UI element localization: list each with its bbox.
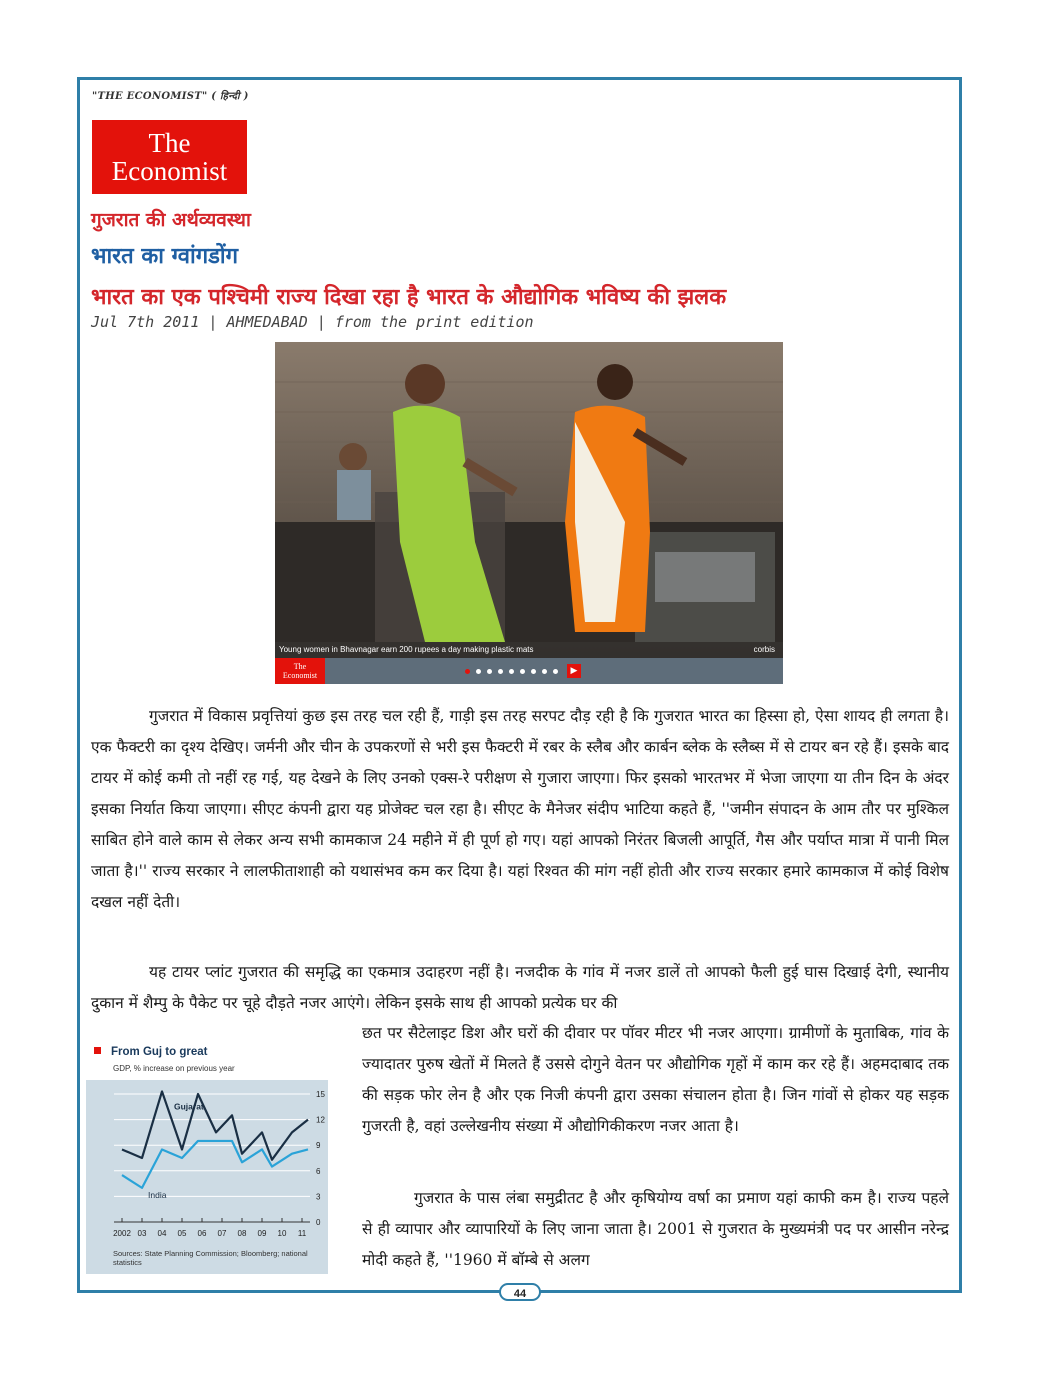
chart-x-tick-label: 2002: [113, 1229, 131, 1238]
factory-photo-illustration: [275, 342, 783, 684]
dateline: Jul 7th 2011 | AHMEDABAD | from the print edition: [91, 313, 534, 331]
chart-title: From Guj to great: [94, 1046, 207, 1058]
play-icon[interactable]: ▶: [567, 664, 581, 678]
mini-economist-logo: [275, 658, 325, 684]
chart-y-tick-label: 15: [316, 1090, 325, 1099]
mini-logo-line-1: The: [293, 662, 307, 671]
photo-caption: Young women in Bhavnagar earn 200 rupees a day making plastic mats: [279, 645, 534, 654]
chart-plot-area: [86, 1080, 328, 1274]
chart-y-tick-label: 3: [316, 1192, 321, 1202]
chart-source: Sources: State Planning Commission; Bloomberg; national statistics: [113, 1249, 308, 1267]
chart-y-tick-label: 0: [316, 1218, 321, 1227]
slideshow-dots: [465, 664, 581, 678]
chart-y-tick-label: 6: [316, 1166, 321, 1176]
article-photo: [275, 342, 783, 684]
mini-logo-line-2: Economist: [282, 671, 318, 680]
photo-credit: corbis: [753, 645, 775, 654]
chart-y-tick-label: 12: [316, 1115, 325, 1125]
chart-x-tick-label: 11: [297, 1229, 307, 1238]
section-kicker: गुजरात की अर्थव्यवस्था: [91, 209, 251, 231]
gdp-chart: [86, 1044, 328, 1274]
chart-y-tick-label: 9: [316, 1141, 321, 1151]
chart-x-tick-label: 10: [277, 1229, 287, 1238]
chart-subtitle: GDP, % increase on previous year: [113, 1064, 235, 1073]
photo-caption-bar: [275, 642, 783, 658]
article-headline: भारत का ग्वांगडोंग: [91, 243, 238, 269]
slide-dot[interactable]: [487, 669, 492, 674]
chart-x-tick-label: 05: [177, 1229, 187, 1238]
paragraph-3: गुजरात के पास लंबा समुद्रीतट है और कृषियोग्य वर्षा का प्रमाण यहां काफी कम है। राज्य पहले से ही व्यापार और व्यापारियों के लिए जाना जाता है। 2001 से गुजरात के मुख्यमंत्री पद पर आसीन नरेन्द्र मोदी कहते हैं, ''1960 में बॉम्बे से अलग: [362, 1189, 949, 1269]
paragraph-2-full-width: यह टायर प्लांट गुजरात की समृद्धि का एकमात्र उदाहरण नहीं है। नजदीक के गांव में नजर डालें तो आपको फैली हुई घास दिखाई देगी, स्थानीय दुकान में शैम्पु के पैकेट पर चूहे दौड़ते नजर आएंगे। लेकिन इसके साथ ही आपको प्रत्येक घर की: [91, 963, 949, 1012]
chart-x-tick-label: 04: [157, 1229, 167, 1238]
chart-series-label-india: India: [148, 1190, 167, 1201]
slide-dot-active[interactable]: [465, 669, 470, 674]
chart-x-tick-label: 08: [237, 1229, 247, 1238]
chart-x-tick-label: 03: [137, 1229, 147, 1238]
chart-x-tick-label: 06: [197, 1229, 207, 1238]
chart-x-tick-label: 07: [217, 1229, 227, 1238]
running-head: "THE ECONOMIST" ( हिन्दी ): [92, 91, 249, 102]
paragraph-1: गुजरात में विकास प्रवृत्तियां कुछ इस तरह चल रही हैं, गाड़ी इस तरह सरपट दौड़ रही है कि गुजरात भारत का हिस्सा हो, ऐसा शायद ही लगता है। एक फैक्टरी का दृश्य देखिए। जर्मनी और चीन के उपकरणों से भरी इस फैक्टरी में रबर के स्लैब और कार्बन ब्लेक के स्लैब्स में से टायर बन रहे हैं। इसके बाद टायर में कोई कमी तो नहीं रह गई, यह देखने के लिए उनको एक्स-रे परीक्षण से गुजारा जाएगा। फिर इसको भारतभर में भेजा जाएगा या तीन दिन के अंदर इसका निर्यात किया जाएगा। सीएट कंपनी द्वारा यह प्रोजेक्ट चल रहा है। सीएट के मैनेजर संदीप भाटिया कहते हैं, ''जमीन संपादन के आम तौर पर मुश्किल साबित होने वाले काम से लेकर अन्य सभी कामकाज 24 महीने में ही पूर्ण हो गए। यहां आपको निरंतर बिजली आपूर्ति, गैस और पर्याप्त मात्रा में पानी मिल जाता है।'' राज्य सरकार ने लालफीताशाही को यथासंभव कम कर दिया है। यहां रिश्वत की मांग नहीं होती और राज्य सरकार हमारे कामकाज में कोई विशेष दखल नहीं देती।: [91, 707, 949, 911]
logo-line-2: Economist: [111, 156, 228, 186]
slide-dot[interactable]: [553, 669, 558, 674]
article-subhead: भारत का एक पश्चिमी राज्य दिखा रहा है भारत के औद्योगिक भविष्य की झलक: [91, 284, 727, 310]
paragraph-2-column: छत पर सैटेलाइट डिश और घरों की दीवार पर पॉवर मीटर भी नजर आएगा। ग्रामीणों के मुताबिक, गांव के ज्यादातर पुरुष खेतों में मिलते हैं उससे दोगुने वेतन पर औद्योगिक गृहों में काम कर रहे हैं। अहमदाबाद तक की सड़क फोर लेन है और एक निजी कंपनी द्वारा उसका संचालन होता है। जिन गांवों से होकर यह सड़क गुजरती है, वहां उल्लेखनीय संख्या में औद्योगिकीकरण नजर आता है।: [362, 1024, 949, 1135]
slide-dot[interactable]: [476, 669, 481, 674]
economist-logo: [92, 120, 247, 194]
slide-dot[interactable]: [520, 669, 525, 674]
slide-dot[interactable]: [509, 669, 514, 674]
page-number: 44: [499, 1283, 541, 1301]
slide-dot[interactable]: [542, 669, 547, 674]
slide-dot[interactable]: [531, 669, 536, 674]
chart-series-line-gujarat: [122, 1091, 308, 1159]
chart-series-label-gujarat: Gujarat: [174, 1101, 204, 1112]
chart-svg: [86, 1080, 328, 1274]
slide-dot[interactable]: [498, 669, 503, 674]
slideshow-nav: [275, 658, 783, 684]
logo-line-1: The: [148, 128, 191, 158]
chart-x-tick-label: 09: [257, 1229, 267, 1238]
